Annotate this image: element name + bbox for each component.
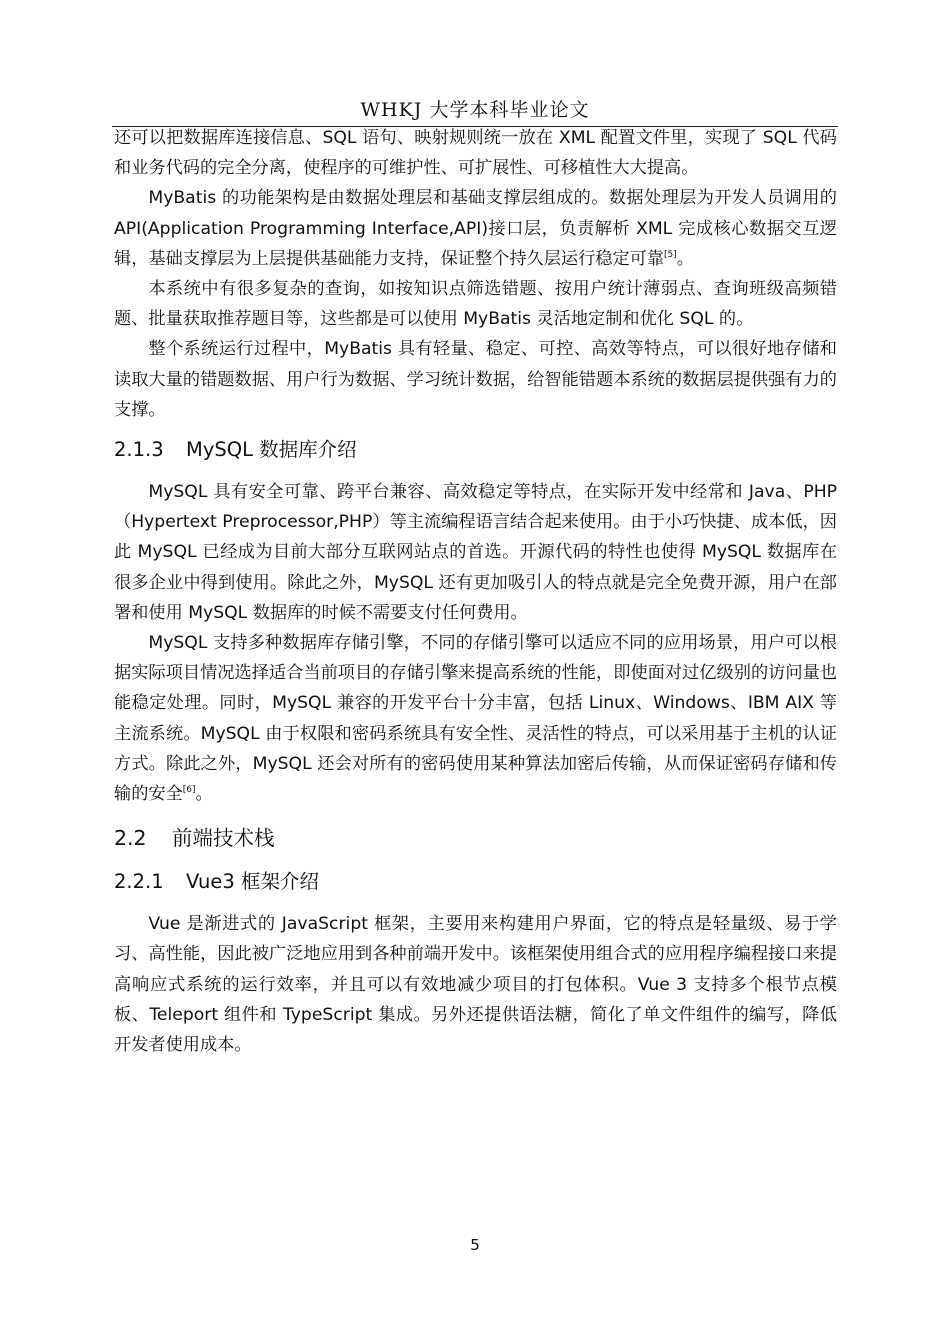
paragraph-mysql-intro: MySQL 具有安全可靠、跨平台兼容、高效稳定等特点，在实际开发中经常和 Java、PHP（Hypertext Preprocessor,PHP）等主流编程语言结合起来使用。由于小巧快捷、成本低，因此 MySQL 已经成为目前大部分互联网站点的首选。开源代码的特性也使得 MySQL 数据库在很多企业中得到使用。除此之外，MySQL 还有更加吸引人的特点就是完全免费开源，用户在部署和使用 MySQL 数据库的时候不需要支付任何费用。	[114, 482, 837, 623]
heading-title: 前端技术栈	[172, 826, 275, 851]
citation-5[interactable]: [5]	[664, 249, 677, 260]
paragraph-mybatis-config: 还可以把数据库连接信息、SQL 语句、映射规则统一放在 XML 配置文件里，实现了 SQL 代码和业务代码的完全分离，使程序的可维护性、可扩展性、可移植性大大提高。	[114, 128, 837, 179]
paragraph-mybatis-architecture	[114, 183, 837, 274]
paragraph-text: MySQL 支持多种数据库存储引擎，不同的存储引擎可以适应不同的应用场景，用户可以根据实际项目情况选择适合当前项目的存储引擎来提高系统的性能，即使面对过亿级别的访问量也能稳定处理。同时，MySQL 兼容的开发平台十分丰富，包括 Linux、Windows、IBM AIX 等主流系统。MySQL 由于权限和密码系统具有安全性、灵活性的特点，可以采用基于主机的认证方式。除此之外，MySQL 还会对所有的密码使用某种算法加密后传输，从而保证密码存储和传输的安全	[114, 633, 837, 805]
citation-6[interactable]: [6]	[182, 785, 196, 796]
paragraph-vue3-intro: Vue 是渐进式的 JavaScript 框架，主要用来构建用户界面，它的特点是轻量级、易于学习、高性能，因此被广泛地应用到各种前端开发中。该框架使用组合式的应用程序编程接口来提高响应式系统的运行效率，并且可以有效地减少项目的打包体积。Vue 3 支持多个根节点模板、Teleport 组件和 TypeScript 集成。另外还提供语法糖，简化了单文件组件的编写，降低开发者使用成本。	[114, 914, 837, 1056]
page-body	[114, 123, 837, 1060]
page-header: WHKJ 大学本科毕业论文	[112, 96, 838, 127]
heading-2-1-3	[114, 435, 837, 465]
heading-number: 2.2	[114, 826, 147, 851]
heading-2-2-1	[114, 867, 837, 897]
paragraph-mybatis-queries: 本系统中有很多复杂的查询，如按知识点筛选错题、按用户统计薄弱点、查询班级高频错题、批量获取推荐题目等，这些都是可以使用 MyBatis 灵活地定制和优化 SQL 的。	[114, 279, 837, 330]
heading-title: Vue3 框架介绍	[186, 870, 319, 894]
paragraph-mysql-engines	[114, 628, 837, 809]
paragraph-end: 。	[676, 248, 694, 269]
heading-title: MySQL 数据库介绍	[186, 438, 357, 462]
heading-number: 2.2.1	[114, 870, 164, 894]
heading-number: 2.1.3	[114, 438, 164, 462]
heading-2-2	[114, 823, 837, 853]
paragraph-text: MyBatis 的功能架构是由数据处理层和基础支撑层组成的。数据处理层为开发人员调用的 API(Application Programming Interface,API)接口层，负责解析 XML 完成核心数据交互逻辑，基础支撑层为上层提供基础能力支持，保证整个持久层运行稳定可靠	[114, 188, 837, 269]
paragraph-end: 。	[195, 784, 213, 805]
page-number: 5	[470, 1236, 480, 1254]
paragraph-mybatis-summary: 整个系统运行过程中，MyBatis 具有轻量、稳定、可控、高效等特点，可以很好地存储和读取大量的错题数据、用户行为数据、学习统计数据，给智能错题本系统的数据层提供强有力的支撑。	[114, 339, 837, 420]
